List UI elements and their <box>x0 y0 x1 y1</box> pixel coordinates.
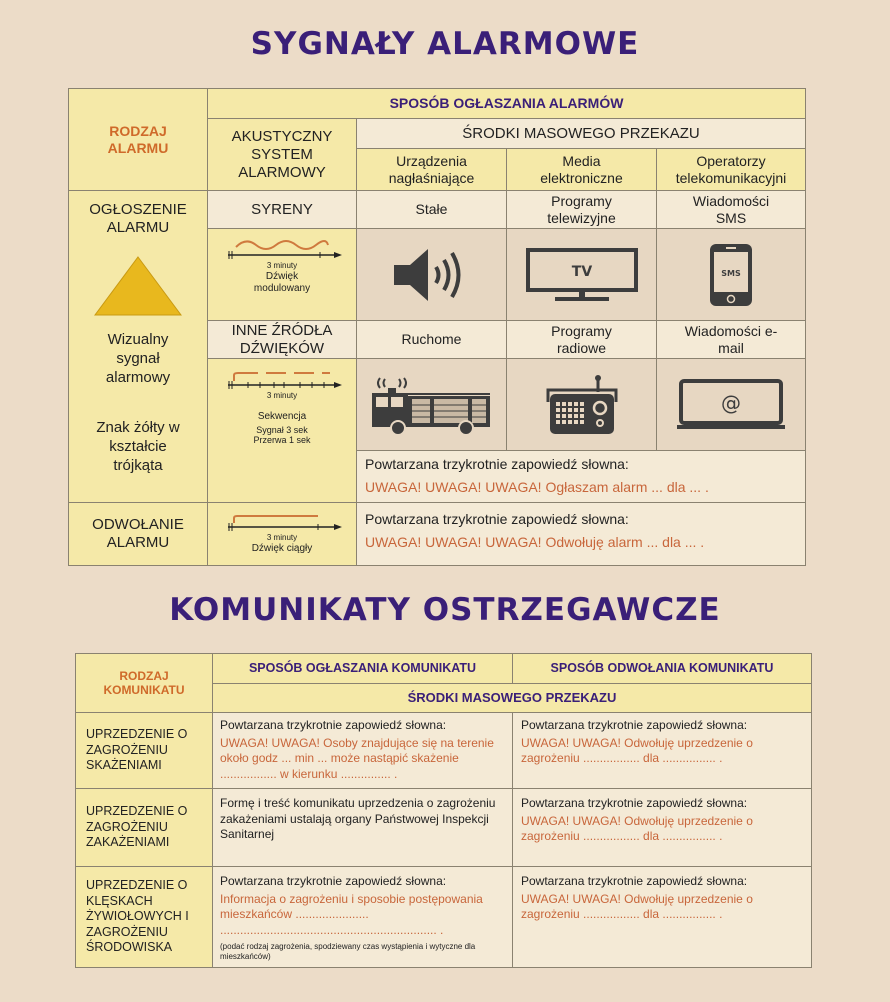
section-title-warning-messages: KOMUNIKATY OSTRZEGAWCZE <box>169 592 721 628</box>
tv-icon <box>525 247 639 303</box>
label-ruchome: Ruchome <box>356 320 507 359</box>
tv-cell <box>506 228 657 321</box>
svg-text:SMS: SMS <box>721 268 741 278</box>
header-sposob-odwolania-komunikatu: SPOSÓB ODWOŁANIA KOMUNIKATU <box>512 653 812 684</box>
announce-ogloszenie-cell: Powtarzana trzykrotnie zapowiedź słowna: UWAGA! UWAGA! UWAGA! Ogłaszam alarm ... dla ... . <box>356 450 806 503</box>
phone-cell <box>656 228 806 321</box>
label-wiadomosci-sms: Wiadomości SMS <box>656 190 806 229</box>
label-inne-zrodla: INNE ŹRÓDŁA DŹWIĘKÓW <box>207 320 357 359</box>
svg-text:TV: TV <box>571 263 592 280</box>
radio-icon <box>544 374 620 436</box>
cancel-skazenia: Powtarzana trzykrotnie zapowiedź słowna: UWAGA! UWAGA! Odwołuję uprzedzenie o zagrożeniu ................. dla ................ . <box>512 712 812 789</box>
laptop-email-icon <box>675 378 787 432</box>
row-label-zakazenia: UPRZEDZENIE O ZAGROŻENIU ZAKAŻENIAMI <box>75 788 213 867</box>
speaker-cell <box>356 228 507 321</box>
header-operatorzy: Operatorzy telekomunikacyjni <box>656 148 806 191</box>
radio-cell <box>506 358 657 451</box>
continuous-sound-cell: 3 minuty Dźwięk ciągły <box>207 502 357 566</box>
label-programy-telewizyjne: Programy telewizyjne <box>506 190 657 229</box>
header-urzadzenia: Urządzenia nagłaśniające <box>356 148 507 191</box>
speaker-icon <box>392 247 472 303</box>
header-srodki-masowego-przekazu-2: ŚRODKI MASOWEGO PRZEKAZU <box>212 683 812 713</box>
label-stale: Stałe <box>356 190 507 229</box>
warning-triangle-icon <box>93 255 183 317</box>
label-programy-radiowe: Programy radiowe <box>506 320 657 359</box>
modulated-sound-graph-icon <box>222 235 342 261</box>
continuous-sound-graph-icon <box>222 513 342 533</box>
sequence-cell: 3 minuty Sekwencja Sygnał 3 sek Przerwa 1 sek <box>207 358 357 503</box>
row-label-skazenia: UPRZEDZENIE O ZAGROŻENIU SKAŻENIAMI <box>75 712 213 789</box>
header-srodki-masowego-przekazu: ŚRODKI MASOWEGO PRZEKAZU <box>356 118 806 149</box>
header-rodzaj-komunikatu: RODZAJ KOMUNIKATU <box>75 653 213 713</box>
fire-truck-cell <box>356 358 507 451</box>
row-label-kleski: UPRZEDZENIE O KLĘSKACH ŻYWIOŁOWYCH I ZAGROŻENIU ŚRODOWISKA <box>75 866 213 968</box>
smartphone-sms-icon <box>708 242 754 308</box>
svg-text:@: @ <box>721 390 741 415</box>
label-syreny: SYRENY <box>207 190 357 229</box>
header-akustyczny-system: AKUSTYCZNY SYSTEM ALARMOWY <box>207 118 357 191</box>
row-ogloszenie-alarmu: OGŁOSZENIE ALARMU Wizualny sygnał alarmowy Znak żółty w kształcie trójkąta <box>68 190 208 503</box>
fire-truck-siren-icon <box>370 374 494 436</box>
label-wiadomosci-email: Wiadomości e-mail <box>656 320 806 359</box>
header-sposob-ogloszania-komunikatu: SPOSÓB OGŁASZANIA KOMUNIKATU <box>212 653 513 684</box>
cancel-zakazenia: Powtarzana trzykrotnie zapowiedź słowna: UWAGA! UWAGA! Odwołuję uprzedzenie o zagrożeniu ................. dla ................ . <box>512 788 812 867</box>
announce-odwolanie-cell: Powtarzana trzykrotnie zapowiedź słowna: UWAGA! UWAGA! UWAGA! Odwołuję alarm ... dla ... . <box>356 502 806 566</box>
header-rodzaj-alarmu: RODZAJ ALARMU <box>68 88 208 191</box>
sequence-sound-graph-icon <box>222 367 342 391</box>
announce-kleski: Powtarzana trzykrotnie zapowiedź słowna: Informacja o zagrożeniu i sposobie postępowania mieszkańców ...................... ................................................................. . (podać rodzaj zagrożenia, spodziewany czas wystąpienia i wytyczne dla mieszkańców) <box>212 866 513 968</box>
announce-zakazenia: Formę i treść komunikatu uprzedzenia o zagrożeniu zakażeniami ustalają organy Państwowej Inspekcji Sanitarnej <box>212 788 513 867</box>
cancel-kleski: Powtarzana trzykrotnie zapowiedź słowna: UWAGA! UWAGA! Odwołuję uprzedzenie o zagrożeniu ................. dla ................ . <box>512 866 812 968</box>
header-sposob-ogloszania: SPOSÓB OGŁASZANIA ALARMÓW <box>207 88 806 119</box>
header-media: Media elektroniczne <box>506 148 657 191</box>
laptop-cell <box>656 358 806 451</box>
siren-modulated-cell: 3 minuty Dźwięk modulowany <box>207 228 357 321</box>
announce-skazenia: Powtarzana trzykrotnie zapowiedź słowna: UWAGA! UWAGA! Osoby znajdujące się na terenie około godz ... min ... może nastąpić skażenie ................. w kierunku ............... . <box>212 712 513 789</box>
section-title-alarm-signals: SYGNAŁY ALARMOWE <box>250 26 640 62</box>
row-odwolanie-alarmu: ODWOŁANIE ALARMU <box>68 502 208 566</box>
